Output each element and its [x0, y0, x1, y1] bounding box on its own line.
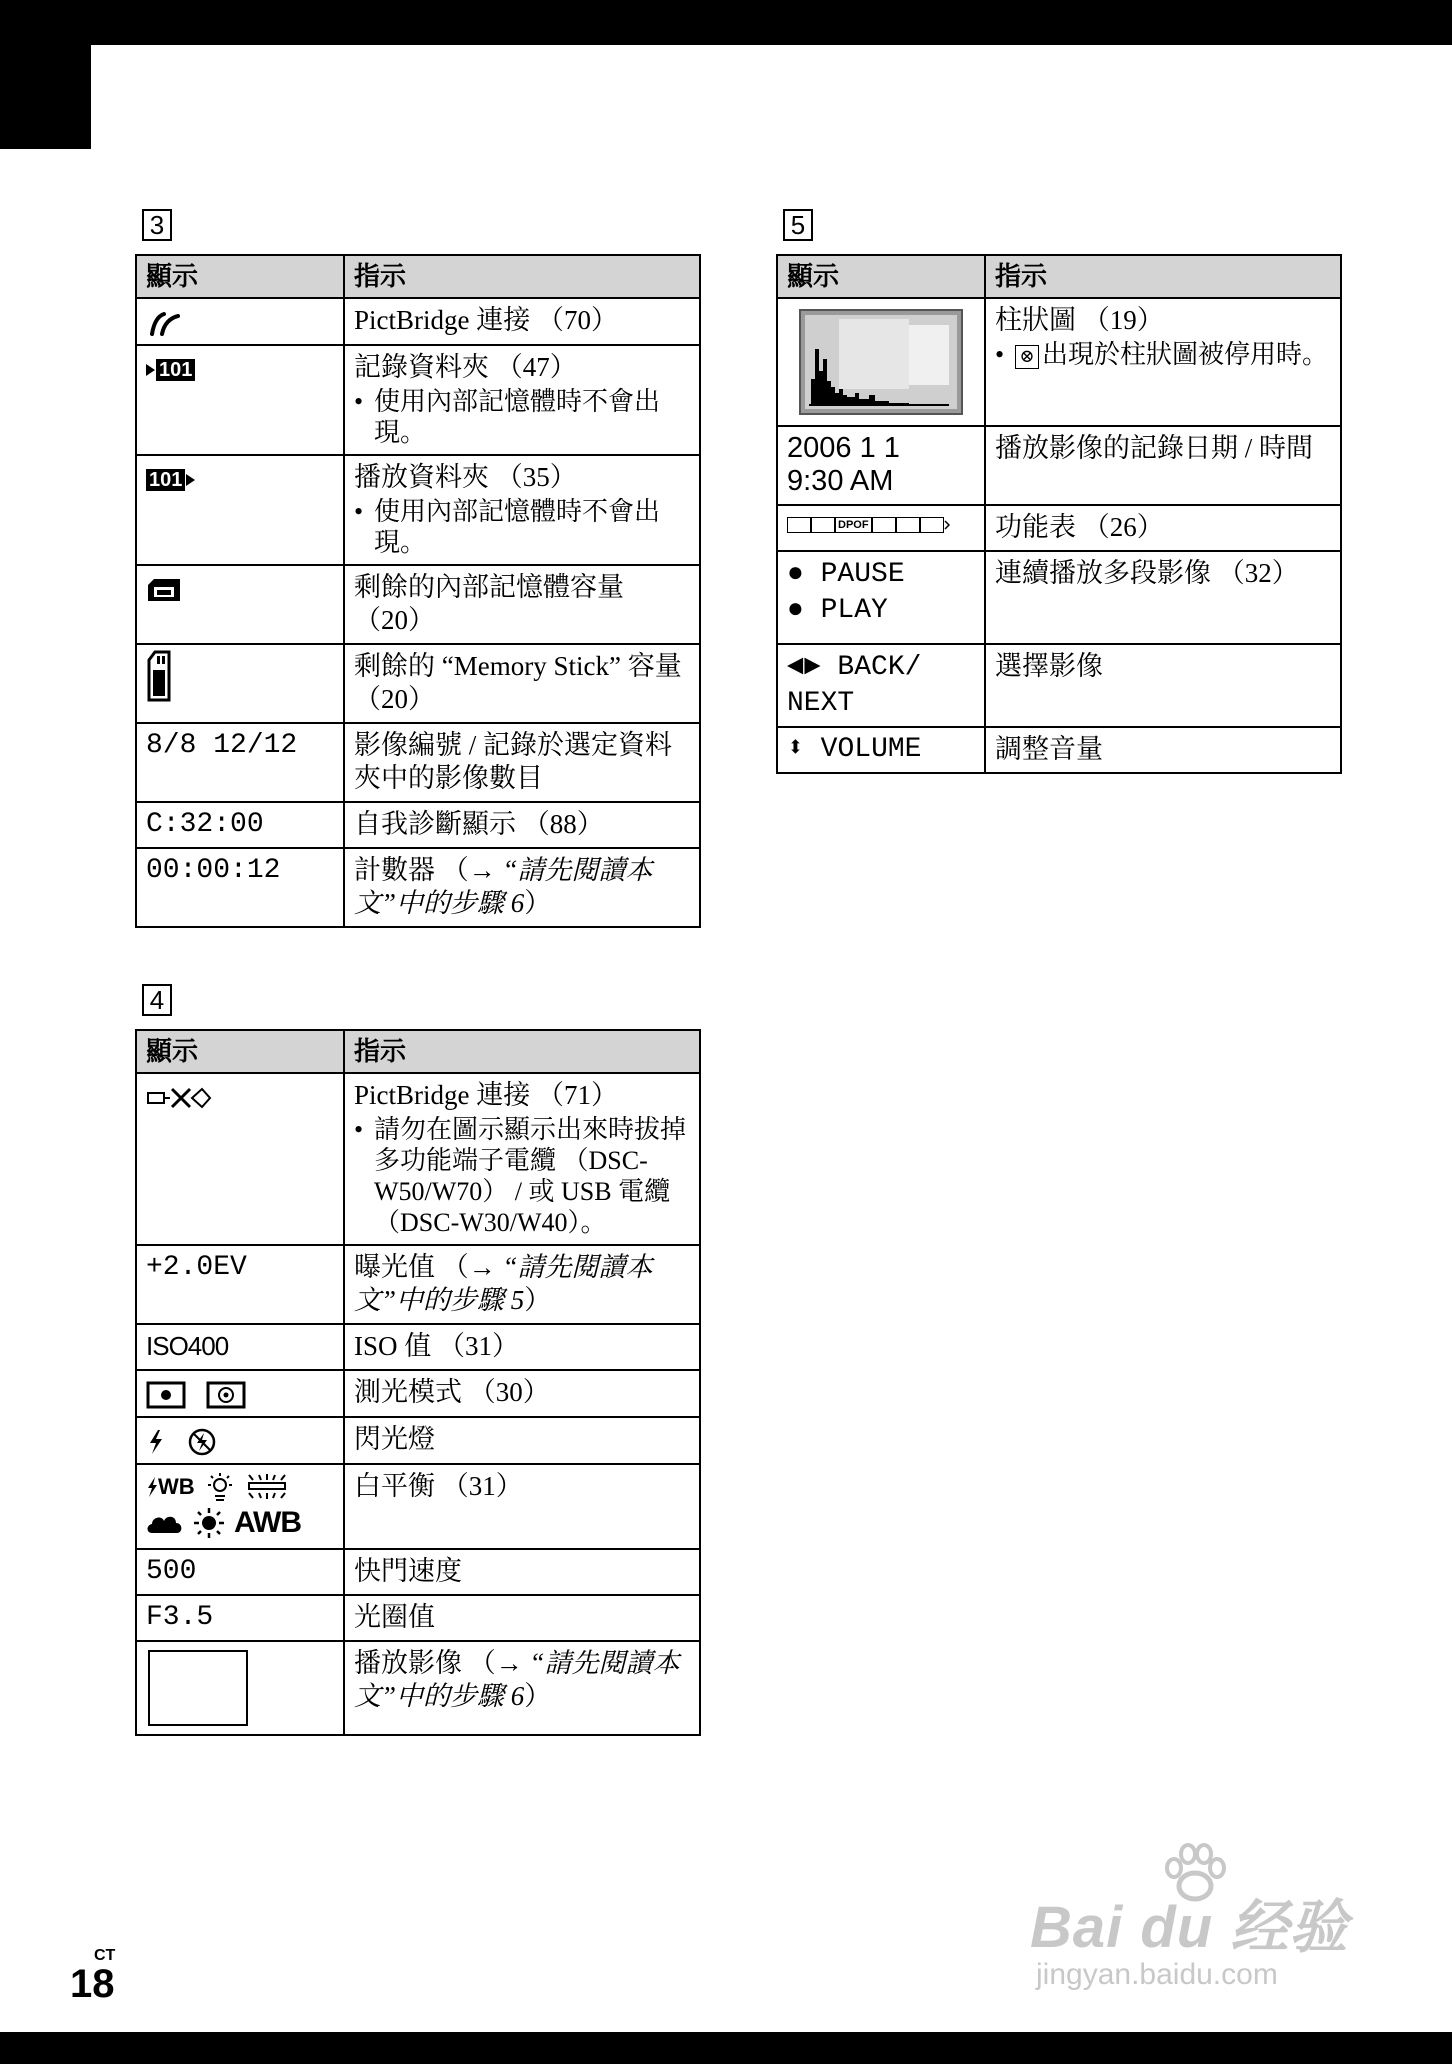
lang-code: CT — [94, 1947, 116, 1964]
row-desc: 播放影像的記錄日期 / 時間 — [995, 433, 1314, 463]
pictbridge-connecting-icon — [146, 1085, 212, 1111]
section-4-label: 4 — [142, 984, 172, 1016]
row-note: • 使用內部記憶體時不會出現。 — [354, 386, 661, 447]
flash-icons — [146, 1427, 226, 1457]
col-display-header: 顯示 — [136, 1030, 344, 1073]
table-header-row — [136, 255, 700, 298]
table-header-row — [777, 255, 1341, 298]
row-desc: PictBridge 連接 （71） — [354, 1080, 618, 1110]
menu-bar-icon: DPOF — [787, 516, 975, 534]
row-desc: 光圈值 — [354, 1601, 435, 1632]
section-3-table — [135, 254, 701, 928]
row-desc: 影像編號 / 記錄於選定資料夾中的影像數目 — [354, 729, 673, 793]
row-desc: 選擇影像 — [995, 651, 1103, 681]
row-display: +2.0EV — [136, 1245, 344, 1324]
pictbridge-icon — [146, 308, 186, 338]
metering-mode-icons — [146, 1380, 256, 1410]
row-desc: 自我診斷顯示 （88） — [354, 808, 604, 839]
row-display: 8/8 12/12 — [136, 723, 344, 802]
row-note: • ⊗ 出現於柱狀圖被停用時。 — [995, 340, 1329, 369]
col-indication-header: 指示 — [344, 1030, 700, 1073]
baidu-watermark — [1030, 1840, 1370, 2000]
row-note: • 請勿在圖示顯示出來時拔掉多功能端子電纜 （DSC-W50/W70） / 或 USB 電纜 （DSC-W30/W40）。 — [354, 1115, 687, 1237]
row-display: F3.5 — [136, 1595, 344, 1641]
white-balance-icons — [136, 1464, 344, 1549]
row-display: 2006 1 1 9:30 AM — [777, 426, 985, 505]
iso-icon: ISO400 — [146, 1331, 229, 1361]
row-desc: 曝光值 （→ “請先閱讀本文”中的步驟 5） — [354, 1252, 653, 1315]
row-desc: 記錄資料夾 （47） — [354, 351, 577, 382]
table-row — [136, 802, 700, 848]
watermark-url: jingyan.baidu.com — [1036, 1958, 1278, 1991]
section-5-label: 5 — [783, 209, 813, 241]
row-desc: 剩餘的內部記憶體容量 （20） — [354, 571, 624, 635]
histogram-thumbnail-icon — [799, 309, 963, 415]
row-desc: 播放影像 （→ “請先閱讀本文”中的步驟 6） — [354, 1647, 680, 1711]
col-indication-header: 指示 — [344, 255, 700, 298]
section-3-label: 3 — [142, 209, 172, 241]
incandescent-wb-icon — [203, 1472, 237, 1502]
record-folder-icon: 101 — [146, 359, 195, 381]
row-desc: PictBridge 連接 （70） — [354, 305, 618, 335]
table-row — [777, 727, 1341, 773]
table-row — [777, 298, 1341, 426]
bottom-black-bar — [0, 2032, 1452, 2064]
row-display: ⬍ VOLUME — [777, 727, 985, 773]
row-desc: 閃光燈 — [354, 1423, 435, 1454]
table-row — [136, 298, 700, 345]
col-indication-header: 指示 — [985, 255, 1341, 298]
section-5-table — [776, 254, 1342, 774]
row-desc: 功能表 （26） — [995, 512, 1164, 542]
row-desc: 連續播放多段影像 （32） — [995, 558, 1299, 588]
table-row — [136, 345, 700, 455]
row-desc: 剩餘的 “Memory Stick” 容量 （20） — [354, 650, 682, 714]
row-display: C:32:00 — [136, 802, 344, 848]
col-display-header: 顯示 — [136, 255, 344, 298]
table-row — [136, 1464, 700, 1549]
table-row — [777, 551, 1341, 644]
table-row — [777, 426, 1341, 505]
table-row — [136, 1417, 700, 1464]
row-display: ◄► BACK/ NEXT — [777, 644, 985, 727]
table-row — [136, 1595, 700, 1641]
cloudy-wb-icon — [146, 1509, 184, 1537]
table-row — [136, 1245, 700, 1324]
table-row — [777, 505, 1341, 551]
row-desc: 快門速度 — [354, 1555, 462, 1586]
table-row — [136, 1641, 700, 1735]
row-desc: 測光模式 （30） — [354, 1377, 550, 1407]
row-desc: 計數器 （→ “請先閱讀本文”中的步驟 6） — [354, 854, 653, 918]
histogram-disabled-icon: ⊗ — [1015, 345, 1039, 369]
top-black-bar — [0, 0, 1452, 45]
table-row — [136, 565, 700, 644]
table-row — [136, 1324, 700, 1370]
memory-stick-icon — [146, 650, 172, 702]
row-desc: 調整音量 — [995, 734, 1103, 764]
page-number-value: 18 — [70, 1962, 115, 2006]
row-desc: ISO 值 （31） — [354, 1331, 520, 1361]
row-desc: 播放資料夾 （35） — [354, 461, 577, 492]
playback-image-frame-icon — [148, 1650, 248, 1726]
page-number — [70, 1948, 115, 2004]
table-row — [777, 644, 1341, 727]
section-4-table — [135, 1029, 701, 1736]
row-note: • 使用內部記憶體時不會出現。 — [354, 496, 661, 557]
side-tab — [0, 45, 91, 149]
table-header-row — [136, 1030, 700, 1073]
row-desc: 白平衡 （31） — [354, 1470, 523, 1501]
table-row — [136, 723, 700, 802]
table-row — [136, 644, 700, 723]
row-display: ● PAUSE ● PLAY — [777, 551, 985, 644]
table-row — [136, 455, 700, 565]
row-desc: 柱狀圖 （19） — [995, 305, 1164, 335]
fluorescent-wb-icon — [245, 1472, 289, 1502]
auto-wb-icon: AWB — [234, 1506, 301, 1540]
row-display: 00:00:12 — [136, 848, 344, 927]
table-row — [136, 1073, 700, 1245]
flash-wb-icon: WB — [158, 1474, 195, 1500]
watermark-brand: Bai du 经验 — [1030, 1895, 1349, 1960]
table-row — [136, 1370, 700, 1417]
internal-memory-icon — [146, 577, 182, 603]
daylight-wb-icon — [192, 1507, 226, 1539]
col-display-header: 顯示 — [777, 255, 985, 298]
play-folder-icon: 101 — [146, 469, 195, 491]
table-row — [136, 848, 700, 927]
table-row — [136, 1549, 700, 1595]
row-display: 500 — [136, 1549, 344, 1595]
